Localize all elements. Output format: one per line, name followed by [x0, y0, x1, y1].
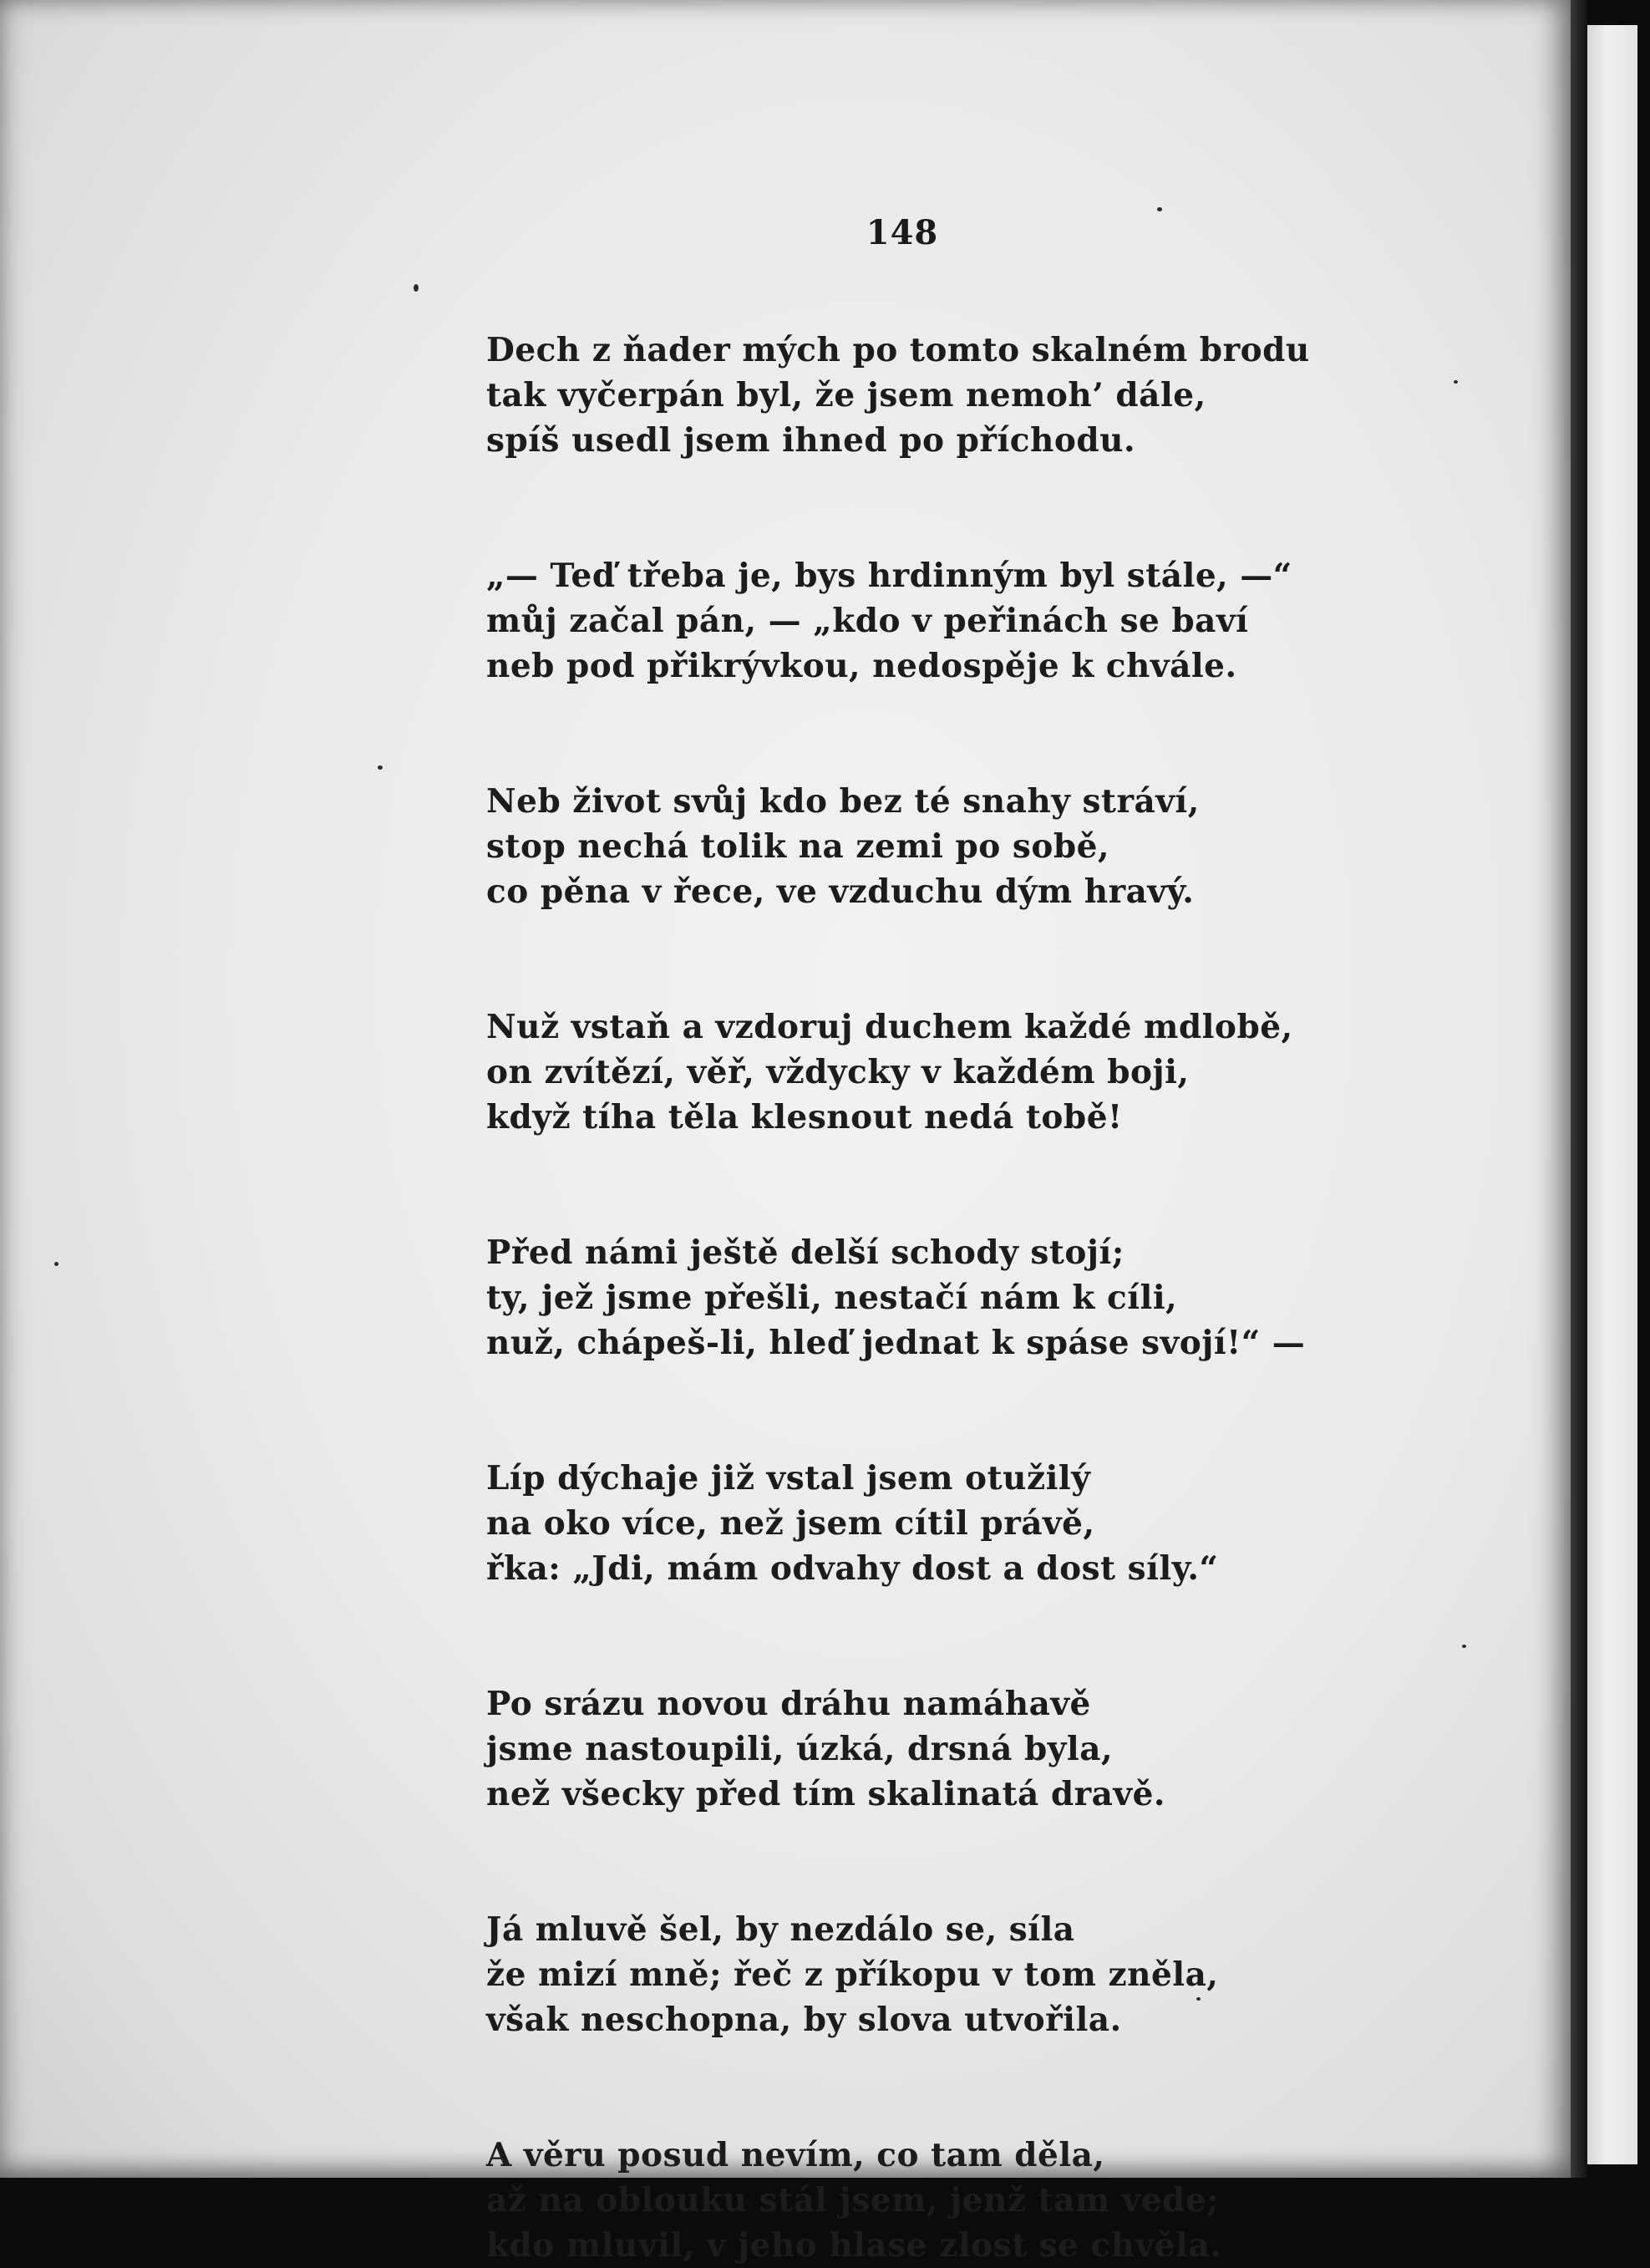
verse-line: Líp dýchaje již vstal jsem otužilý — [486, 1459, 1091, 1498]
verse-line: až na oblouku stál jsem, jenž tam vede; — [486, 2181, 1220, 2220]
binding-edge — [1571, 0, 1587, 2178]
poem-text — [486, 328, 1372, 2268]
verse-line: „— Teď třeba je, bys hrdinným byl stále, —“ — [486, 557, 1292, 595]
stanza — [486, 1456, 1372, 1591]
verse-line: však neschopna, by slova utvořila. — [486, 2001, 1122, 2039]
verse-line: Já mluvě šel, by nezdálo se, síla — [486, 1910, 1075, 1949]
stanza — [486, 1004, 1372, 1140]
stanza — [486, 1230, 1372, 1365]
verse-line: Neb život svůj kdo bez té snahy stráví, — [486, 782, 1200, 821]
verse-line: nuž, chápeš-li, hleď jednat k spáse svojí!“ — — [486, 1324, 1306, 1362]
stanza — [486, 2133, 1372, 2268]
verse-line: stop nechá tolik na zemi po sobě, — [486, 827, 1110, 866]
verse-line: než všecky před tím skalinatá dravě. — [486, 1775, 1165, 1813]
stanza — [486, 1907, 1372, 2042]
stanza — [486, 328, 1372, 463]
verse-line: spíš usedl jsem ihned po příchodu. — [486, 421, 1136, 460]
verse-line: když tíha těla klesnout nedá tobě! — [486, 1098, 1123, 1137]
verse-line: co pěna v řece, ve vzduchu dým hravý. — [486, 872, 1195, 911]
verse-line: na oko více, než jsem cítil právě, — [486, 1504, 1095, 1543]
paper-speck — [54, 1262, 58, 1266]
verse-line: neb pod přikrývkou, nedospěje k chvále. — [486, 647, 1237, 685]
verse-line: můj začal pán, — „kdo v peřinách se baví — [486, 602, 1249, 640]
verse-line: on zvítězí, věř, vždycky v každém boji, — [486, 1053, 1190, 1091]
stanza — [486, 779, 1372, 914]
verse-line: řka: „Jdi, mám odvahy dost a dost síly.“ — [486, 1549, 1219, 1588]
verse-line: kdo mluvil, v jeho hlase zlost se chvěla. — [486, 2226, 1222, 2265]
paper-speck — [1157, 207, 1162, 211]
paper-speck — [378, 765, 383, 770]
verse-line: Nuž vstaň a vzdoruj duchem každé mdlobě, — [486, 1008, 1293, 1046]
verse-line: Před námi ještě delší schody stojí; — [486, 1233, 1125, 1272]
verse-line: ty, jež jsme přešli, nestačí nám k cíli, — [486, 1279, 1178, 1317]
verse-line: A věru posud nevím, co tam děla, — [486, 2136, 1105, 2174]
verse-line: že mizí mně; řeč z příkopu v tom zněla, — [486, 1955, 1219, 1994]
verse-line: tak vyčerpán byl, že jsem nemoh’ dále, — [486, 376, 1206, 414]
stanza — [486, 553, 1372, 689]
stanza — [486, 1681, 1372, 1817]
paper-speck — [1196, 1997, 1201, 2001]
verse-line: Po srázu novou dráhu namáhavě — [486, 1685, 1091, 1723]
verse-line: Dech z ňader mých po tomto skalném brodu — [486, 331, 1310, 369]
adjacent-page-edge — [1587, 25, 1637, 2164]
paper-speck — [414, 284, 419, 292]
paper-speck — [1462, 1645, 1466, 1648]
verse-line: jsme nastoupili, úzká, drsná byla, — [486, 1730, 1114, 1768]
paper-speck — [1454, 380, 1458, 384]
page-number: 148 — [866, 213, 939, 252]
